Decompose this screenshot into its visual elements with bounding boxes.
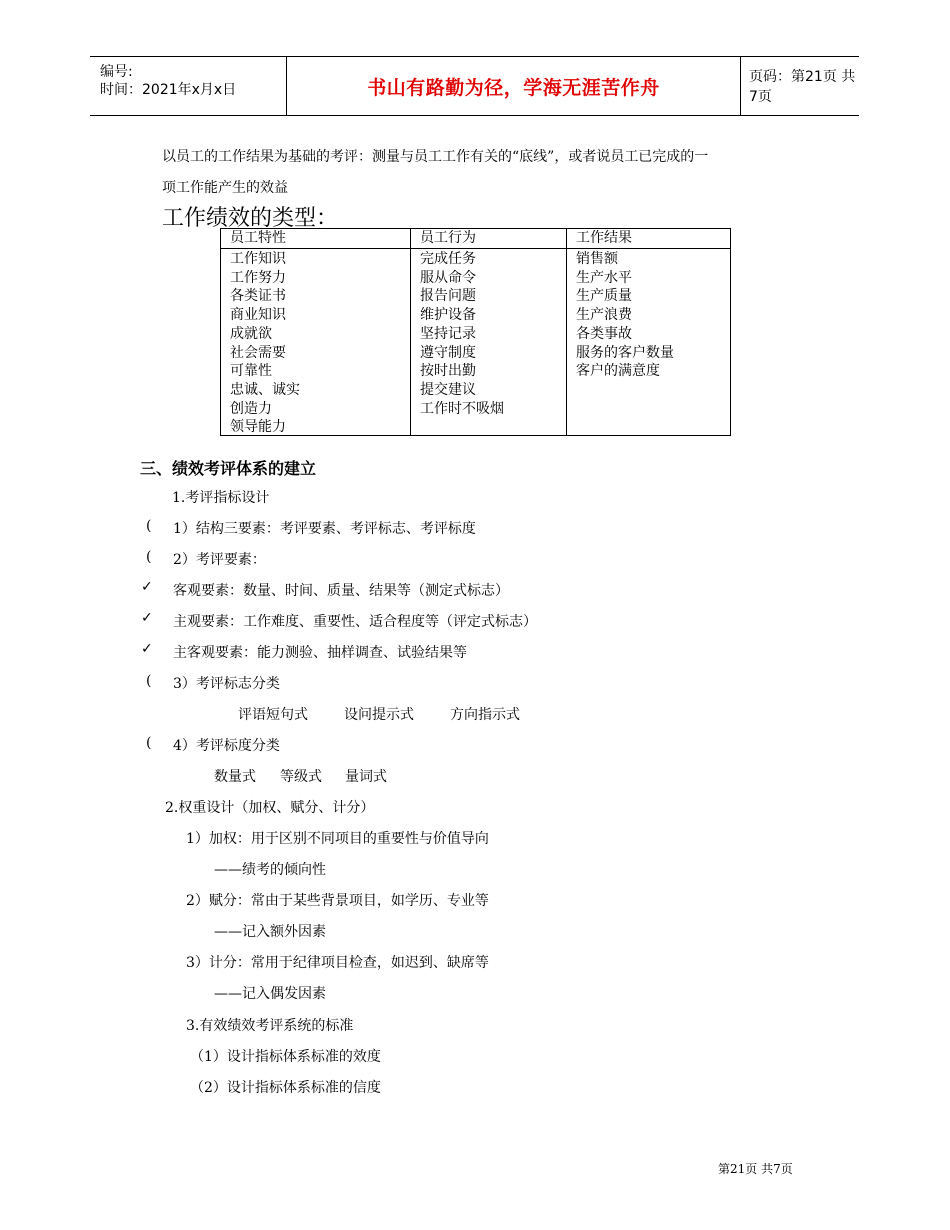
table-cell: 忠诚、诚实 (230, 381, 300, 398)
column-items (576, 250, 674, 381)
weight-note: ——记入额外因素 (214, 924, 326, 940)
paren-mark: ( (146, 735, 152, 751)
page-indicator: 页码：第21页 共7页 (749, 69, 856, 105)
section-title: 三、绩效考评体系的建立 (140, 459, 317, 478)
scale-type: 等级式 (280, 769, 322, 785)
motto: 书山有路勤为径，学海无涯苦作舟 (367, 76, 660, 99)
table-cell: 商业知识 (230, 307, 286, 324)
table-cell: 社会需要 (230, 344, 286, 361)
scale-type: 数量式 (214, 769, 256, 785)
weight-note: ——绩考的倾向性 (214, 862, 326, 878)
table-cell: 完成任务 (420, 251, 476, 267)
table-cell: 报告问题 (420, 288, 476, 305)
paren-mark: ( (146, 549, 152, 565)
page-header (90, 56, 859, 116)
table-cell: 可靠性 (230, 363, 272, 380)
column-header: 员工行为 (411, 229, 566, 249)
weight-item: 1）加权：用于区别不同项目的重要性与价值导向 (186, 831, 489, 847)
subsection-3: 3.有效绩效考评系统的标准 (186, 1018, 354, 1034)
header-page-cell (739, 57, 859, 115)
table-cell: 提交建议 (420, 381, 476, 398)
check-icon: ✓ (141, 641, 153, 657)
time-label: 时间：2021年x月x日 (100, 82, 237, 98)
table-cell: 各类事故 (576, 325, 632, 342)
standard-item: （1）设计指标体系标准的效度 (190, 1049, 381, 1065)
paren-mark: ( (146, 673, 152, 689)
mark-type: 评语短句式 (238, 707, 308, 723)
scale-type: 量词式 (345, 769, 387, 785)
header-motto-cell (286, 57, 741, 115)
table-cell: 各类证书 (230, 288, 286, 305)
table-cell: 生产水平 (576, 269, 632, 286)
standard-item: （2）设计指标体系标准的信度 (190, 1080, 381, 1096)
header-left-cell (90, 57, 286, 115)
table-cell: 坚持记录 (420, 325, 476, 342)
subsection-1: 1.考评指标设计 (172, 490, 270, 506)
weight-item: 2）赋分：常由于某些背景项目，如学历、专业等 (186, 893, 489, 909)
item-structure: 1）结构三要素：考评要素、考评标志、考评标度 (173, 521, 476, 537)
item-scale-types: 4）考评标度分类 (173, 738, 280, 754)
table-cell: 服务的客户数量 (576, 344, 674, 361)
table-cell: 维护设备 (420, 307, 476, 324)
table-cell: 客户的满意度 (576, 363, 660, 380)
item-mark-types: 3）考评标志分类 (173, 676, 280, 692)
check-icon: ✓ (141, 610, 153, 626)
table-cell: 服从命令 (420, 269, 476, 286)
column-items (420, 250, 504, 418)
table-cell: 销售额 (576, 251, 618, 267)
table-cell: 工作努力 (230, 269, 286, 286)
column-items (230, 250, 300, 437)
paren-mark: ( (146, 518, 152, 534)
page-footer: 第21页 共7页 (718, 1162, 793, 1176)
number-label: 编号: (100, 64, 133, 80)
item-elements: 2）考评要素： (173, 552, 266, 568)
weight-note: ——记入偶发因素 (214, 986, 326, 1002)
table-column (221, 229, 410, 435)
table-cell: 按时出勤 (420, 363, 476, 380)
item-mixed: 主客观要素：能力测验、抽样调查、试验结果等 (173, 645, 467, 661)
table-column (566, 229, 730, 435)
table-cell: 创造力 (230, 400, 272, 417)
table-column (410, 229, 566, 435)
column-header: 工作结果 (567, 229, 730, 249)
subsection-2: 2.权重设计（加权、赋分、计分） (165, 800, 375, 816)
intro-line-1: 以员工的工作结果为基础的考评：测量与员工工作有关的“底线”，或者说员工已完成的一 (162, 149, 709, 165)
table-cell: 成就欲 (230, 325, 272, 342)
mark-type: 方向指示式 (450, 707, 520, 723)
performance-types-table (220, 228, 731, 436)
mark-type: 设问提示式 (344, 707, 414, 723)
table-cell: 领导能力 (230, 419, 286, 436)
column-header: 员工特性 (221, 229, 410, 249)
intro-line-2: 项工作能产生的效益 (162, 180, 288, 196)
check-icon: ✓ (141, 579, 153, 595)
table-cell: 遵守制度 (420, 344, 476, 361)
item-subjective: 主观要素：工作难度、重要性、适合程度等（评定式标志） (173, 614, 537, 630)
weight-item: 3）计分：常用于纪律项目检查，如迟到、缺席等 (186, 955, 489, 971)
table-cell: 工作知识 (230, 251, 286, 267)
table-cell: 生产质量 (576, 288, 632, 305)
item-objective: 客观要素：数量、时间、质量、结果等（测定式标志） (173, 583, 509, 599)
types-title: 工作绩效的类型： (162, 206, 339, 231)
table-cell: 生产浪费 (576, 307, 632, 324)
table-cell: 工作时不吸烟 (420, 400, 504, 417)
